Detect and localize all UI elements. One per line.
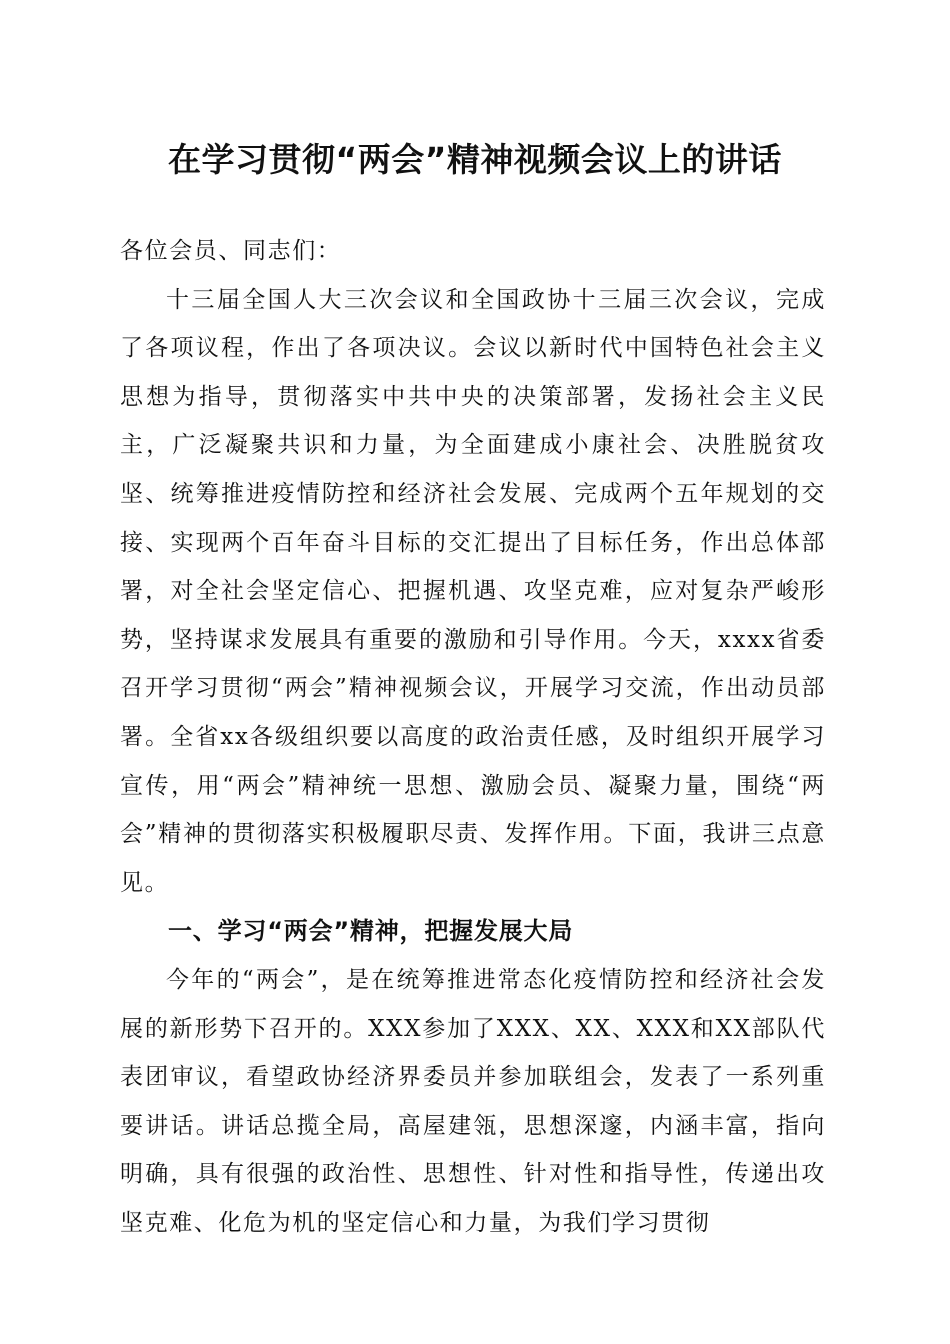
document-body [120,227,826,1247]
paragraph-intro: 十三届全国人大三次会议和全国政协十三届三次会议，完成了各项议程，作出了各项决议。会议以新时代中国特色社会主义思想为指导，贯彻落实中共中央的决策部署，发扬社会主义民主，广泛凝聚共识和力量，为全面建成小康社会、决胜脱贫攻坚、统筹推进疫情防控和经济社会发展、完成两个五年规划的交接、实现两个百年奋斗目标的交汇提出了目标任务，作出总体部署，对全社会坚定信心、把握机遇、攻坚克难，应对复杂严峻形势，坚持谋求发展具有重要的激励和引导作用。今天，xxxx省委召开学习贯彻“两会”精神视频会议，开展学习交流，作出动员部署。全省xx各级组织要以高度的政治责任感，及时组织开展学习宣传，用“两会”精神统一思想、激励会员、凝聚力量，围绕“两会”精神的贯彻落实积极履职尽责、发挥作用。下面，我讲三点意见。 [120,286,826,896]
section-heading: 一、学习“两会”精神，把握发展大局 [168,917,574,946]
document-title: 在学习贯彻“两会”精神视频会议上的讲话 [168,140,782,179]
salutation: 各位会员、同志们： [120,238,342,264]
paragraph-section-one: 今年的“两会”，是在统筹推进常态化疫情防控和经济社会发展的新形势下召开的。XXX参加了XXX、XX、XXX和XX部队代表团审议，看望政协经济界委员并参加联组会，发表了一系列重要讲话。讲话总揽全局，高屋建瓴，思想深邃，内涵丰富，指向明确，具有很强的政治性、思想性、针对性和指导性，传递出攻坚克难、化危为机的坚定信心和力量，为我们学习贯彻 [120,966,826,1236]
